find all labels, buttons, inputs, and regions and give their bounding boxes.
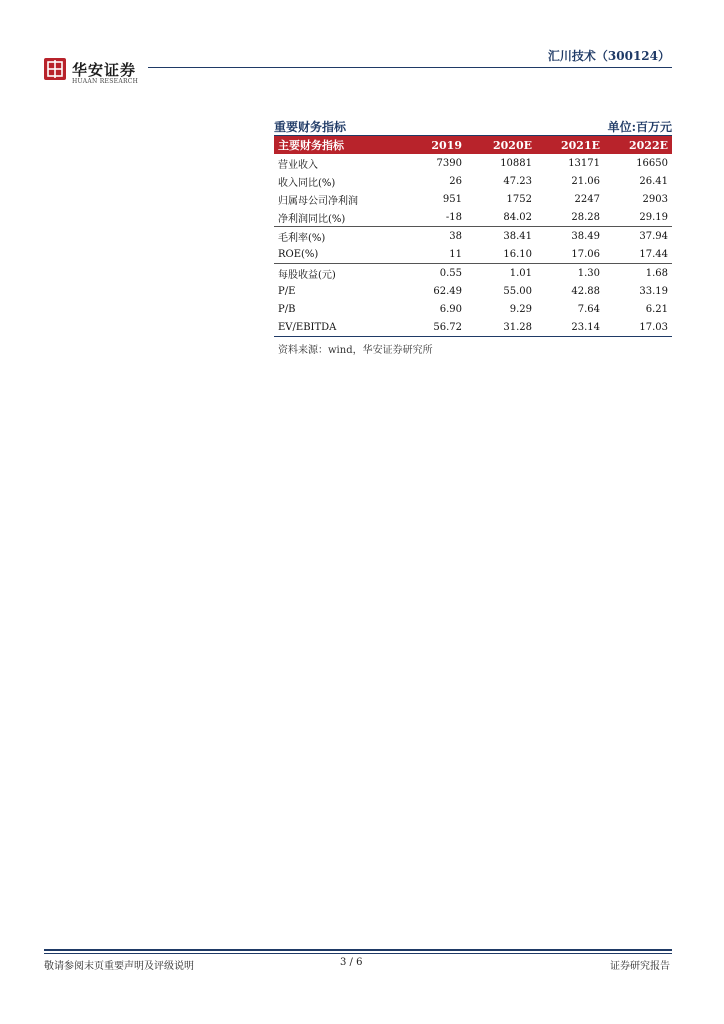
row-label: 净利润同比(%) xyxy=(278,213,346,225)
cell-value: 21.06 xyxy=(571,175,600,187)
cell-value: 56.72 xyxy=(384,318,466,337)
cell-value: 10881 xyxy=(500,157,532,169)
cell-value: 37.94 xyxy=(604,227,672,246)
table-row xyxy=(274,154,672,172)
page-number: 3 / 6 xyxy=(340,957,363,968)
table-row xyxy=(274,245,672,264)
footer-divider-thin xyxy=(44,953,672,954)
cell-value: 38.49 xyxy=(536,227,604,246)
cell-value: 7.64 xyxy=(577,303,600,315)
cell-value: 29.19 xyxy=(639,211,668,223)
row-label: P/E xyxy=(278,285,296,297)
header-2020e: 2020E xyxy=(493,138,532,152)
footer-doc-type: 证券研究报告 xyxy=(610,961,670,972)
cell-value: 6.21 xyxy=(645,303,668,315)
financial-table xyxy=(274,136,672,337)
row-label: ROE(%) xyxy=(278,248,319,260)
cell-value: 13171 xyxy=(568,157,600,169)
data-source-note: 资料来源：wind，华安证券研究所 xyxy=(278,345,433,356)
row-label: 营业收入 xyxy=(278,159,318,171)
unit-label: 单位:百万元 xyxy=(607,120,672,134)
cell-value: 2247 xyxy=(574,193,600,205)
cell-value: 23.14 xyxy=(536,318,604,337)
row-label: 收入同比(%) xyxy=(278,177,336,189)
huaan-logo-icon xyxy=(44,58,66,80)
footer-divider-thick xyxy=(44,949,672,951)
logo-chinese-name: 华安证券 xyxy=(72,61,137,79)
cell-value: 6.90 xyxy=(439,303,462,315)
table-row xyxy=(274,172,672,190)
cell-value: 38.41 xyxy=(466,227,536,246)
cell-value: 31.28 xyxy=(466,318,536,337)
cell-value: 55.00 xyxy=(503,285,532,297)
header-2019: 2019 xyxy=(431,138,462,152)
financial-indicators-section xyxy=(274,118,672,356)
table-row xyxy=(274,227,672,246)
table-row xyxy=(274,282,672,300)
row-label: EV/EBITDA xyxy=(274,318,384,337)
footer-disclaimer: 敬请参阅末页重要声明及评级说明 xyxy=(44,961,194,972)
cell-value: 33.19 xyxy=(639,285,668,297)
cell-value: 1.30 xyxy=(536,264,604,283)
cell-value: 17.44 xyxy=(639,248,668,260)
cell-value: 84.02 xyxy=(503,211,532,223)
cell-value: 47.23 xyxy=(503,175,532,187)
report-title: 汇川技术（300124） xyxy=(547,49,670,63)
cell-value: 1.68 xyxy=(604,264,672,283)
header-2021e: 2021E xyxy=(561,138,600,152)
header-2022e: 2022E xyxy=(629,138,668,152)
table-row xyxy=(274,300,672,318)
cell-value: 1.01 xyxy=(466,264,536,283)
table-row xyxy=(274,208,672,227)
cell-value: 42.88 xyxy=(571,285,600,297)
cell-value: 0.55 xyxy=(384,264,466,283)
cell-value: 951 xyxy=(442,193,462,205)
cell-value: 16.10 xyxy=(503,248,532,260)
cell-value: 38 xyxy=(384,227,466,246)
cell-value: 2903 xyxy=(642,193,668,205)
cell-value: 7390 xyxy=(436,157,462,169)
cell-value: 26.41 xyxy=(639,175,668,187)
cell-value: -18 xyxy=(445,211,462,223)
cell-value: 17.03 xyxy=(604,318,672,337)
cell-value: 17.06 xyxy=(571,248,600,260)
table-header-row xyxy=(274,136,672,154)
row-label: 归属母公司净利润 xyxy=(278,195,358,207)
table-row xyxy=(274,264,672,283)
cell-value: 26 xyxy=(449,175,462,187)
cell-value: 1752 xyxy=(506,193,532,205)
row-label: 毛利率(%) xyxy=(274,227,384,246)
row-label: 每股收益(元) xyxy=(274,264,384,283)
table-row xyxy=(274,190,672,208)
company-logo xyxy=(44,58,154,88)
header-divider xyxy=(148,67,672,68)
cell-value: 11 xyxy=(449,248,462,260)
cell-value: 9.29 xyxy=(509,303,532,315)
section-header xyxy=(274,118,672,136)
table-row xyxy=(274,318,672,337)
section-title: 重要财务指标 xyxy=(274,120,347,134)
cell-value: 16650 xyxy=(636,157,668,169)
header-indicator: 主要财务指标 xyxy=(278,139,344,152)
logo-english-name: HUAAN RESEARCH xyxy=(72,78,139,85)
cell-value: 28.28 xyxy=(571,211,600,223)
row-label: P/B xyxy=(278,303,296,315)
cell-value: 62.49 xyxy=(433,285,462,297)
